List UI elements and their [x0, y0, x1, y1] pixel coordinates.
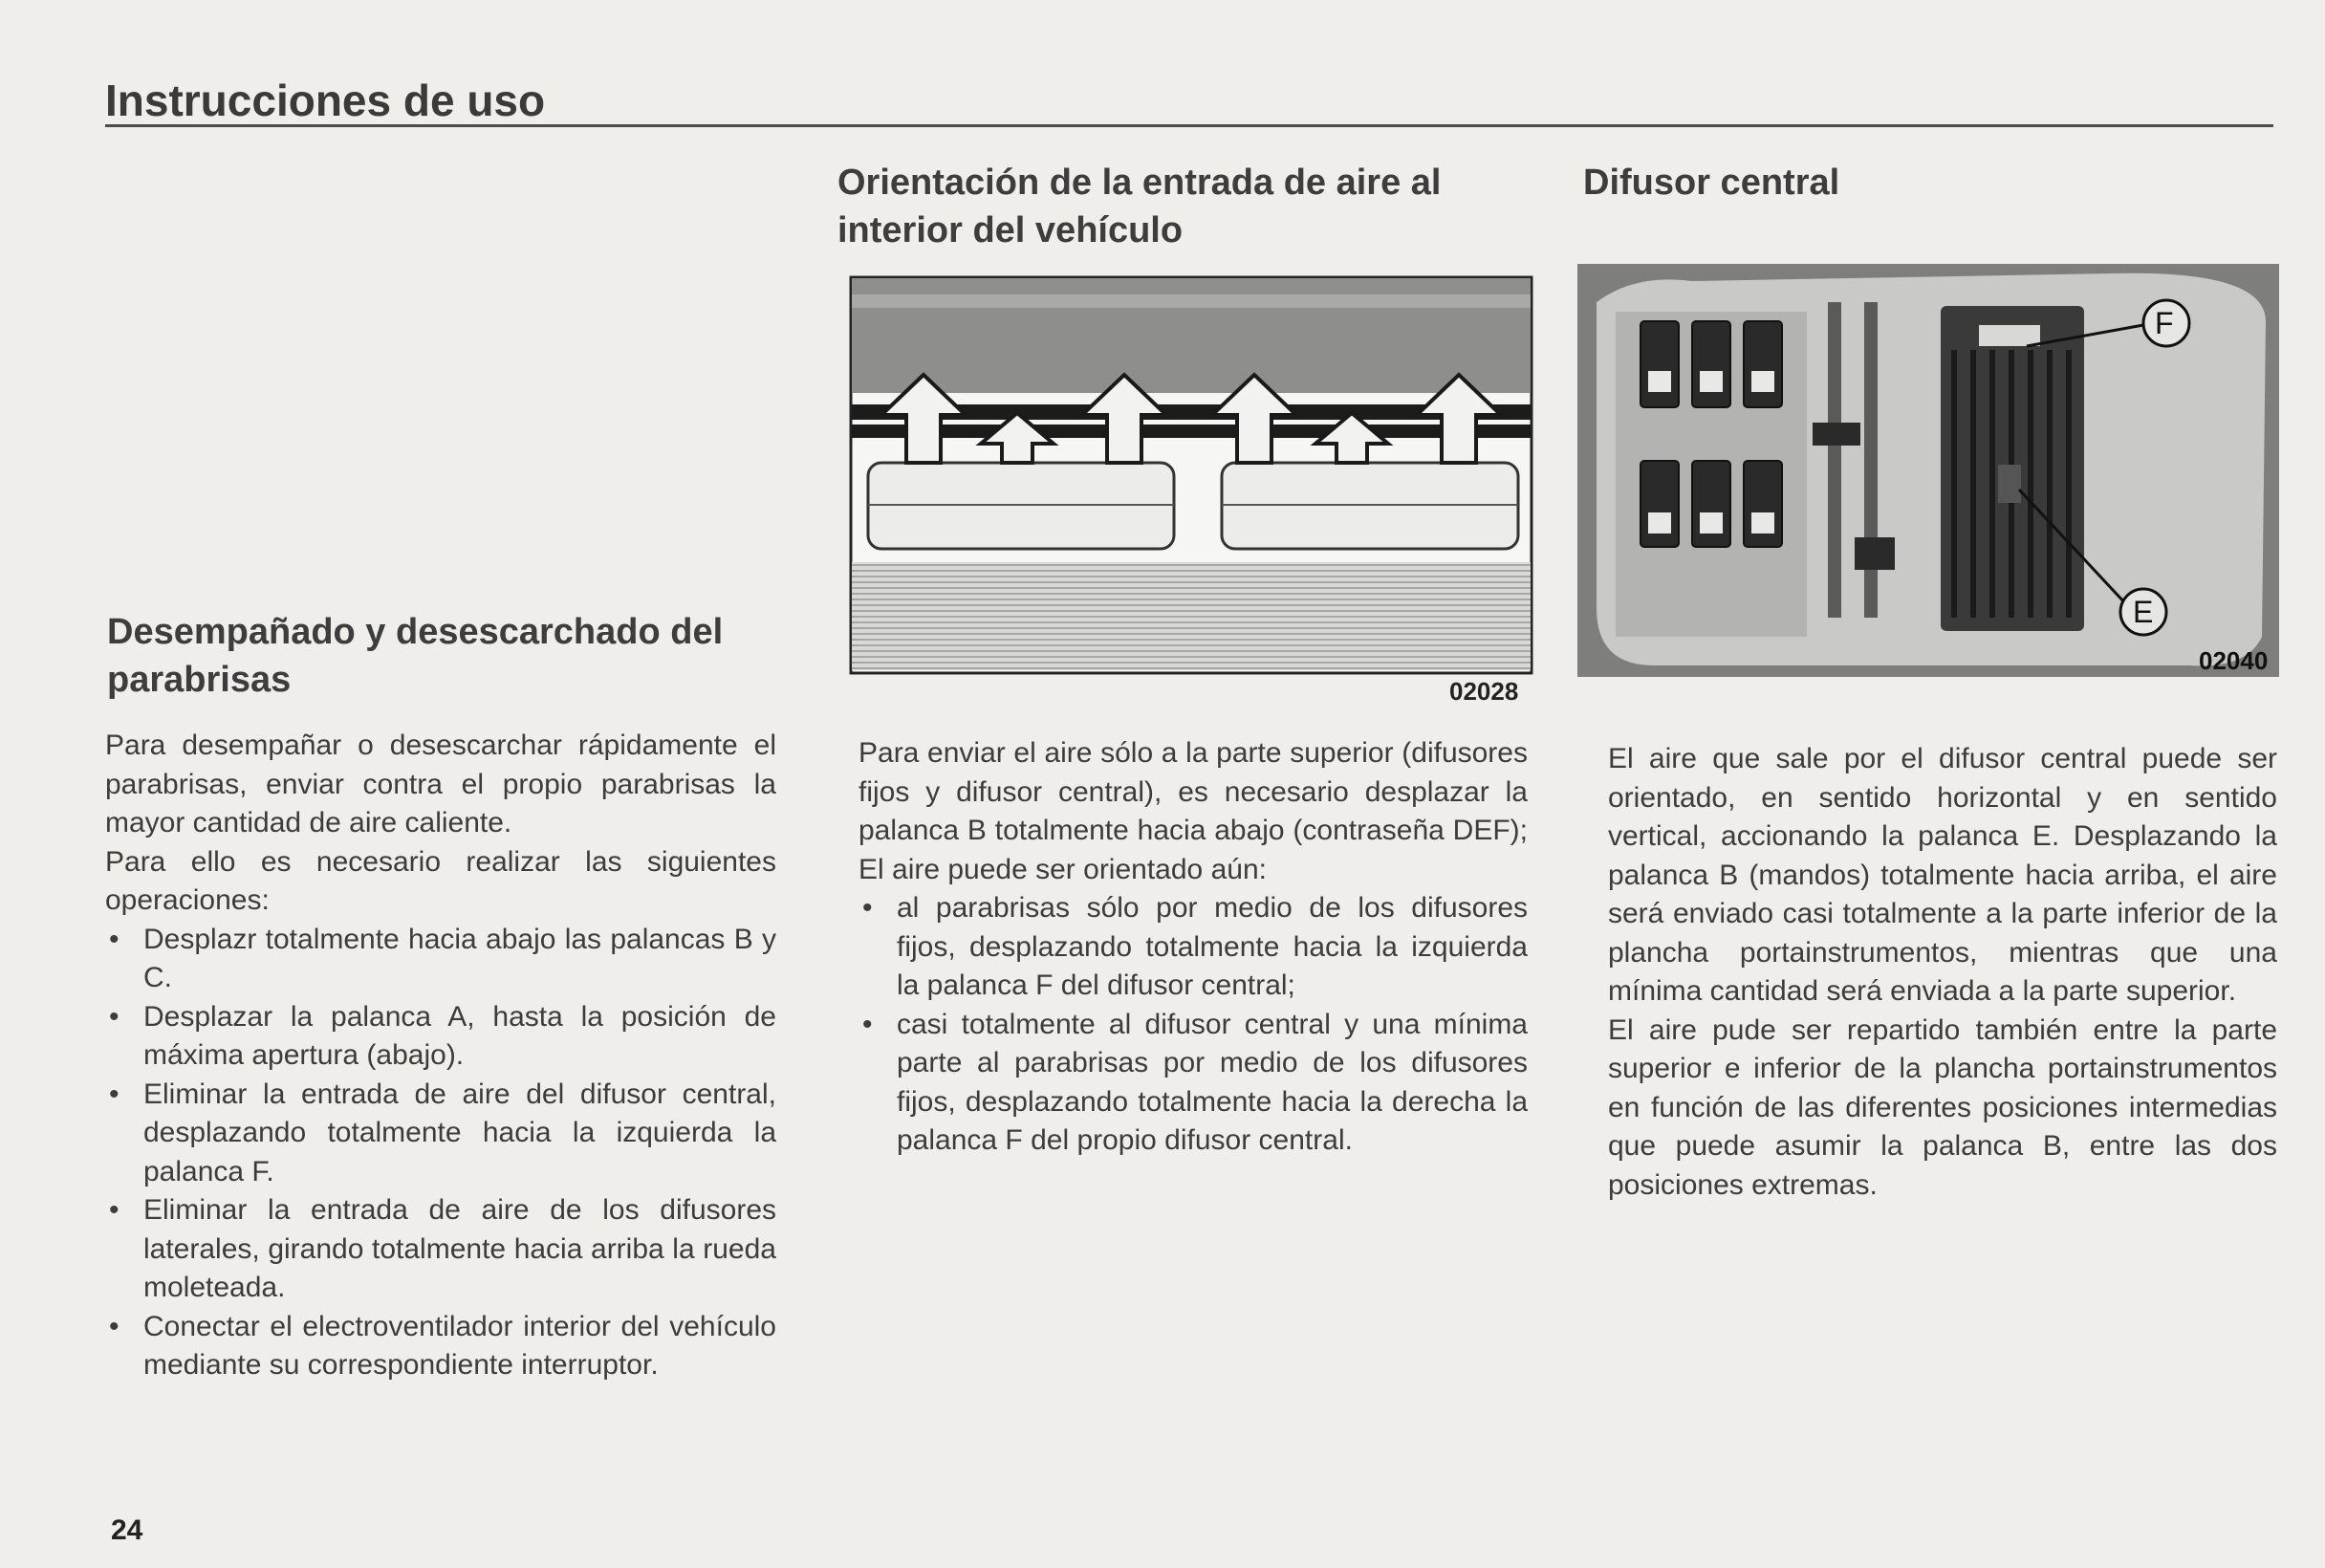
page-header — [105, 69, 2273, 127]
air-orientation-options — [858, 889, 1528, 1161]
defrost-steps — [105, 921, 776, 1385]
defrost-step: • Eliminar la entrada de aire del difusor central, desplazando totalmente hacia la izquierda la palanca F. — [105, 1076, 776, 1192]
section-title-central-diffuser: Difusor central — [1583, 163, 1840, 203]
callout-label-e: E — [2133, 595, 2154, 629]
central-diffuser-body — [1608, 740, 2277, 1205]
section-title-defrost: Desempañado y desescarchado del parabrisas — [107, 612, 724, 700]
figure-code-02028: 02028 — [1449, 677, 1519, 706]
callout-label-f: F — [2155, 306, 2174, 340]
air-orientation-option: • casi totalmente al difusor central y una mínima parte al parabrisas por medio de los difusores fijos, desplazando totalmente hacia la derecha la palanca F del propio difusor central. — [858, 1006, 1528, 1161]
air-flow-illustration — [849, 275, 1533, 675]
figure-code-02040: 02040 — [2199, 646, 2269, 675]
page-title: Instrucciones de uso — [105, 76, 546, 125]
central-diffuser-p2: El aire pude ser repartido también entre la parte superior e inferior de la plancha portainstrumentos en función de las diferentes posiciones intermedias que puede asumir la palanca B, entre las dos posiciones extremas. — [1608, 1013, 2277, 1201]
air-flow-diagram — [849, 275, 1533, 675]
central-diffuser-photo — [1577, 264, 2279, 677]
air-orientation-option: • al parabrisas sólo por medio de los difusores fijos, desplazando totalmente hacia la izquierda la palanca F del difusor central; — [858, 889, 1528, 1006]
defrost-intro-2: Para ello es necesario realizar las siguientes operaciones: — [105, 845, 776, 916]
defrost-intro: Para desempañar o desescarchar rápidamente el parabrisas, enviar contra el propio parabrisas la mayor cantidad de aire caliente. — [105, 730, 776, 838]
defrost-step: • Desplazar la palanca A, hasta la posición de máxima apertura (abajo). — [105, 998, 776, 1076]
defrost-step: • Desplazr totalmente hacia abajo las palancas B y C. — [105, 921, 776, 998]
air-orientation-body — [858, 734, 1528, 1161]
defrost-step: • Eliminar la entrada de aire de los difusores laterales, girando totalmente hacia arriba la rueda moleteada. — [105, 1191, 776, 1308]
central-diffuser-illustration — [1577, 264, 2279, 677]
central-diffuser-p1: El aire que sale por el difusor central puede ser orientado, en sentido horizontal y en sentido vertical, accionando la palanca E. Desplazando la palanca B (mandos) totalmente hacia arriba, el aire será enviado casi totalmente a la parte inferior de la plancha portainstrumentos, mientras que una mínima cantidad será enviada a la parte superior. — [1608, 743, 2277, 1007]
defrost-step: • Conectar el electroventilador interior del vehículo mediante su correspondiente interruptor. — [105, 1308, 776, 1385]
section-title-air-orientation: Orientación de la entrada de aire al interior del vehículo — [837, 163, 1442, 250]
defrost-body — [105, 727, 776, 1385]
page-number: 24 — [111, 1514, 143, 1546]
air-orientation-text: Para enviar el aire sólo a la parte superior (difusores fijos y difusor central), es necesario desplazar la palanca B totalmente hacia abajo (contraseña DEF); El aire puede ser orientado aún: — [858, 737, 1528, 885]
